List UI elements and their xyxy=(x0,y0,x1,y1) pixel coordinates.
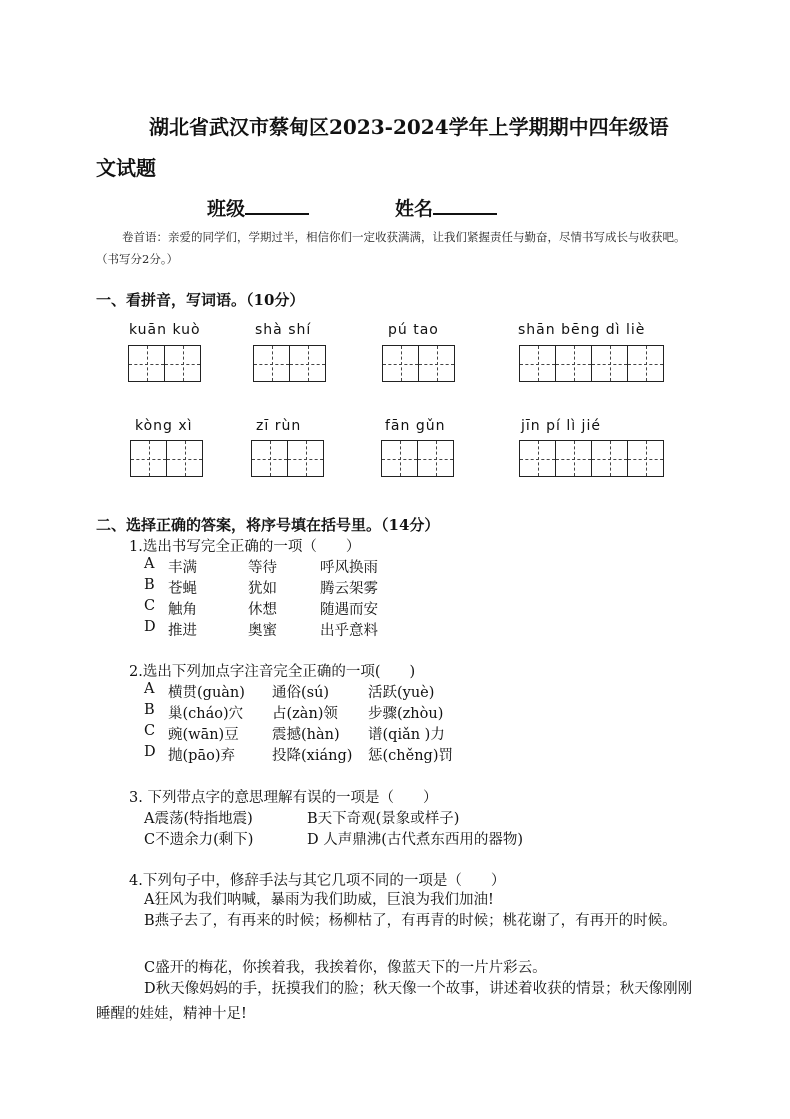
q2-opt-word: 步骤(zhòu) xyxy=(368,706,444,722)
q2-opt-word: 占(zàn)领 xyxy=(272,706,338,722)
q1-opt-letter: D xyxy=(144,619,156,635)
q1-opt-letter: C xyxy=(144,598,156,614)
q3-option-a: A震荡(特指地震) xyxy=(144,811,253,827)
q1-opt-word: 奥蜜 xyxy=(248,623,277,639)
q1-opt-word: 犹如 xyxy=(248,581,277,597)
writing-grid-5[interactable] xyxy=(130,440,203,477)
page-title-line2: 文试题 xyxy=(96,156,156,180)
q1-stem: 1.选出书写完全正确的一项（ ） xyxy=(129,539,361,555)
q3-option-c: C不遗余力(剩下) xyxy=(144,832,254,848)
q4-option-c: C盛开的梅花，你挨着我，我挨着你，像蓝天下的一片片彩云。 xyxy=(144,960,547,976)
writing-grid-4[interactable] xyxy=(519,345,664,382)
q1-opt-word: 出乎意料 xyxy=(320,623,378,639)
q1-opt-word: 呼风换雨 xyxy=(320,560,378,576)
pinyin-4: shān bēng dì liè xyxy=(518,322,646,338)
q1-opt-word: 推进 xyxy=(168,623,197,639)
pinyin-2: shà shí xyxy=(255,322,312,338)
writing-grid-8[interactable] xyxy=(519,440,664,477)
q2-stem: 2.选出下列加点字注音完全正确的一项( ) xyxy=(129,664,416,680)
class-label: 班级 xyxy=(207,198,246,220)
writing-grid-7[interactable] xyxy=(381,440,454,477)
q2-opt-word: 投降(xiáng) xyxy=(272,748,353,764)
q2-opt-word: 活跃(yuè) xyxy=(368,685,435,701)
page-title-line1: 湖北省武汉市蔡甸区2023-2024学年上学期期中四年级语 xyxy=(149,115,669,139)
q4-stem: 4.下列句子中，修辞手法与其它几项不同的一项是（ ） xyxy=(129,873,506,889)
pinyin-6: zī rùn xyxy=(256,418,302,434)
q4-option-d: D秋天像妈妈的手，抚摸我们的脸；秋天像一个故事，讲述着收获的情景；秋天像刚刚睡醒的娃娃，精神十足! xyxy=(96,981,693,1022)
q2-opt-letter: B xyxy=(144,702,155,718)
q2-opt-word: 震撼(hàn) xyxy=(272,727,340,743)
q2-opt-letter: D xyxy=(144,744,156,760)
q2-opt-letter: C xyxy=(144,723,156,739)
q1-opt-word: 触角 xyxy=(168,602,197,618)
q2-opt-word: 豌(wān)豆 xyxy=(168,727,239,743)
q3-stem: 3. 下列带点字的意思理解有误的一项是（ ） xyxy=(129,790,438,806)
name-label: 姓名 xyxy=(395,198,434,220)
pinyin-7: fān gǔn xyxy=(385,418,446,434)
q3-option-b: B天下奇观(景象或样子) xyxy=(307,811,460,827)
writing-grid-1[interactable] xyxy=(128,345,201,382)
class-blank[interactable] xyxy=(245,195,309,215)
q2-opt-letter: A xyxy=(144,681,155,697)
q1-opt-word: 腾云架雾 xyxy=(320,581,378,597)
q2-opt-word: 横贯(guàn) xyxy=(168,685,245,701)
writing-grid-3[interactable] xyxy=(382,345,455,382)
q1-opt-word: 丰满 xyxy=(168,560,197,576)
q2-opt-word: 通俗(sú) xyxy=(272,685,330,701)
pinyin-5: kòng xì xyxy=(135,418,193,434)
writing-grid-2[interactable] xyxy=(253,345,326,382)
q4-option-a: A狂风为我们呐喊，暴雨为我们助威，巨浪为我们加油! xyxy=(144,892,494,908)
pinyin-3: pú tao xyxy=(388,322,439,338)
class-field xyxy=(207,194,309,221)
section2-heading: 二、选择正确的答案，将序号填在括号里。（14分） xyxy=(96,516,440,534)
intro-text: 卷首语：亲爱的同学们，学期过半，相信你们一定收获满满，让我们紧握责任与勤奋，尽情书写成长与收获吧。（书写分2分。） xyxy=(96,230,686,266)
q2-opt-word: 惩(chěng)罚 xyxy=(368,748,453,764)
section1-heading: 一、看拼音，写词语。（10分） xyxy=(96,291,305,309)
pinyin-8: jīn pí lì jié xyxy=(521,418,601,434)
pinyin-1: kuān kuò xyxy=(129,322,201,338)
q1-opt-word: 随遇而安 xyxy=(320,602,378,618)
q2-opt-word: 巢(cháo)穴 xyxy=(168,706,244,722)
q1-opt-letter: B xyxy=(144,577,155,593)
q4-option-b: B燕子去了，有再来的时候；杨柳枯了，有再青的时候；桃花谢了，有再开的时候。 xyxy=(144,913,677,929)
q1-opt-letter: A xyxy=(144,556,155,572)
writing-grid-6[interactable] xyxy=(251,440,324,477)
q2-opt-word: 抛(pāo)弃 xyxy=(168,748,235,764)
q1-opt-word: 休想 xyxy=(248,602,277,618)
q1-opt-word: 苍蝇 xyxy=(168,581,197,597)
name-field xyxy=(395,194,497,221)
q3-option-d: D 人声鼎沸(古代煮东西用的器物) xyxy=(307,832,524,848)
name-blank[interactable] xyxy=(433,195,497,215)
q1-opt-word: 等待 xyxy=(248,560,277,576)
q2-opt-word: 谱(qiǎn )力 xyxy=(368,727,445,743)
